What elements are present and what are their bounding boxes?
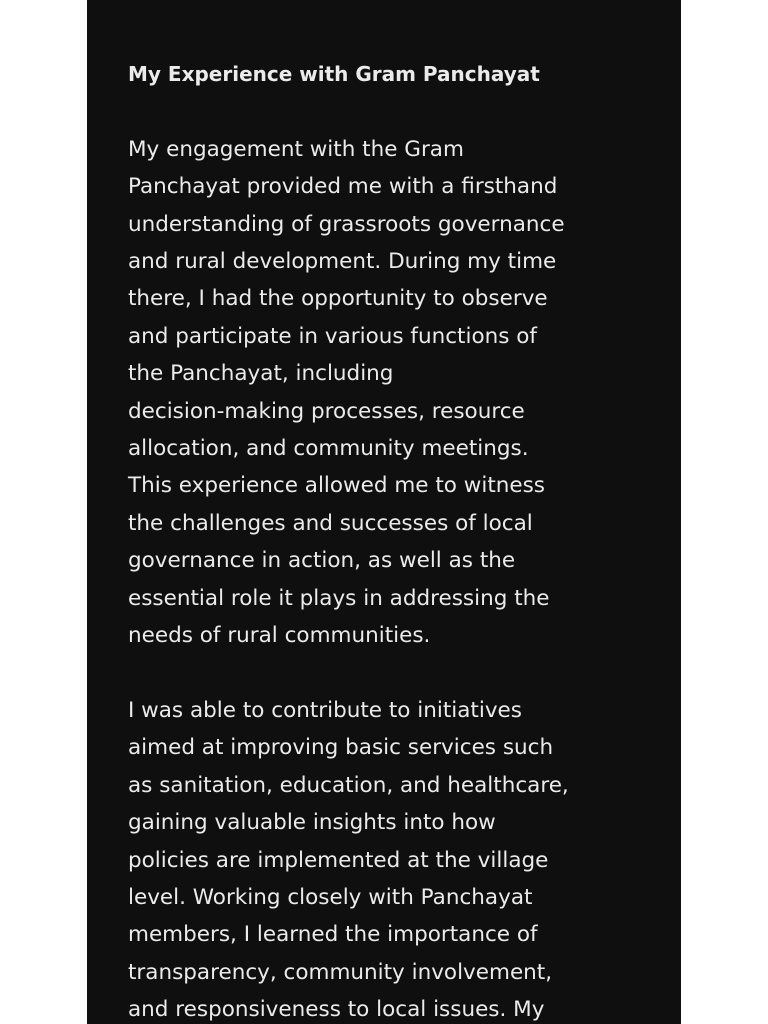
text-line: This experience allowed me to witness (128, 473, 546, 499)
text-line: gaining valuable insights into how (128, 810, 496, 836)
text-line: as sanitation, education, and healthcare, (128, 772, 569, 798)
text-line: there, I had the opportunity to observe (128, 286, 548, 312)
paragraph-1 (128, 131, 648, 655)
article-title: My Experience with Gram Panchayat (128, 62, 540, 86)
text-line: policies are implemented at the village (128, 847, 549, 873)
text-line: members, I learned the importance of (128, 922, 538, 948)
text-line: aimed at improving basic services such (128, 735, 554, 761)
text-line: needs of rural communities. (128, 623, 431, 649)
text-line: My engagement with the Gram (128, 136, 464, 162)
text-line: level. Working closely with Panchayat (128, 884, 533, 910)
text-line: Panchayat provided me with a firsthand (128, 174, 558, 200)
spacer (128, 93, 648, 130)
dark-screen (87, 0, 681, 1024)
text-line: and participate in various functions of (128, 323, 538, 349)
text-line: and rural development. During my time (128, 249, 557, 275)
text-line: essential role it plays in addressing the (128, 585, 550, 611)
text-line: understanding of grassroots governance (128, 211, 565, 237)
text-line: the challenges and successes of local (128, 510, 533, 536)
text-line: allocation, and community meetings. (128, 436, 529, 462)
text-line: I was able to contribute to initiatives (128, 697, 522, 723)
article-content (128, 56, 648, 1024)
text-line: governance in action, as well as the (128, 548, 516, 574)
text-line: decision-making processes, resource (128, 398, 525, 424)
spacer (128, 654, 648, 691)
text-line: and responsiveness to local issues. My (128, 997, 545, 1023)
text-line: transparency, community involvement, (128, 959, 553, 985)
paragraph-2 (128, 692, 648, 1024)
text-line: the Panchayat, including (128, 361, 394, 387)
